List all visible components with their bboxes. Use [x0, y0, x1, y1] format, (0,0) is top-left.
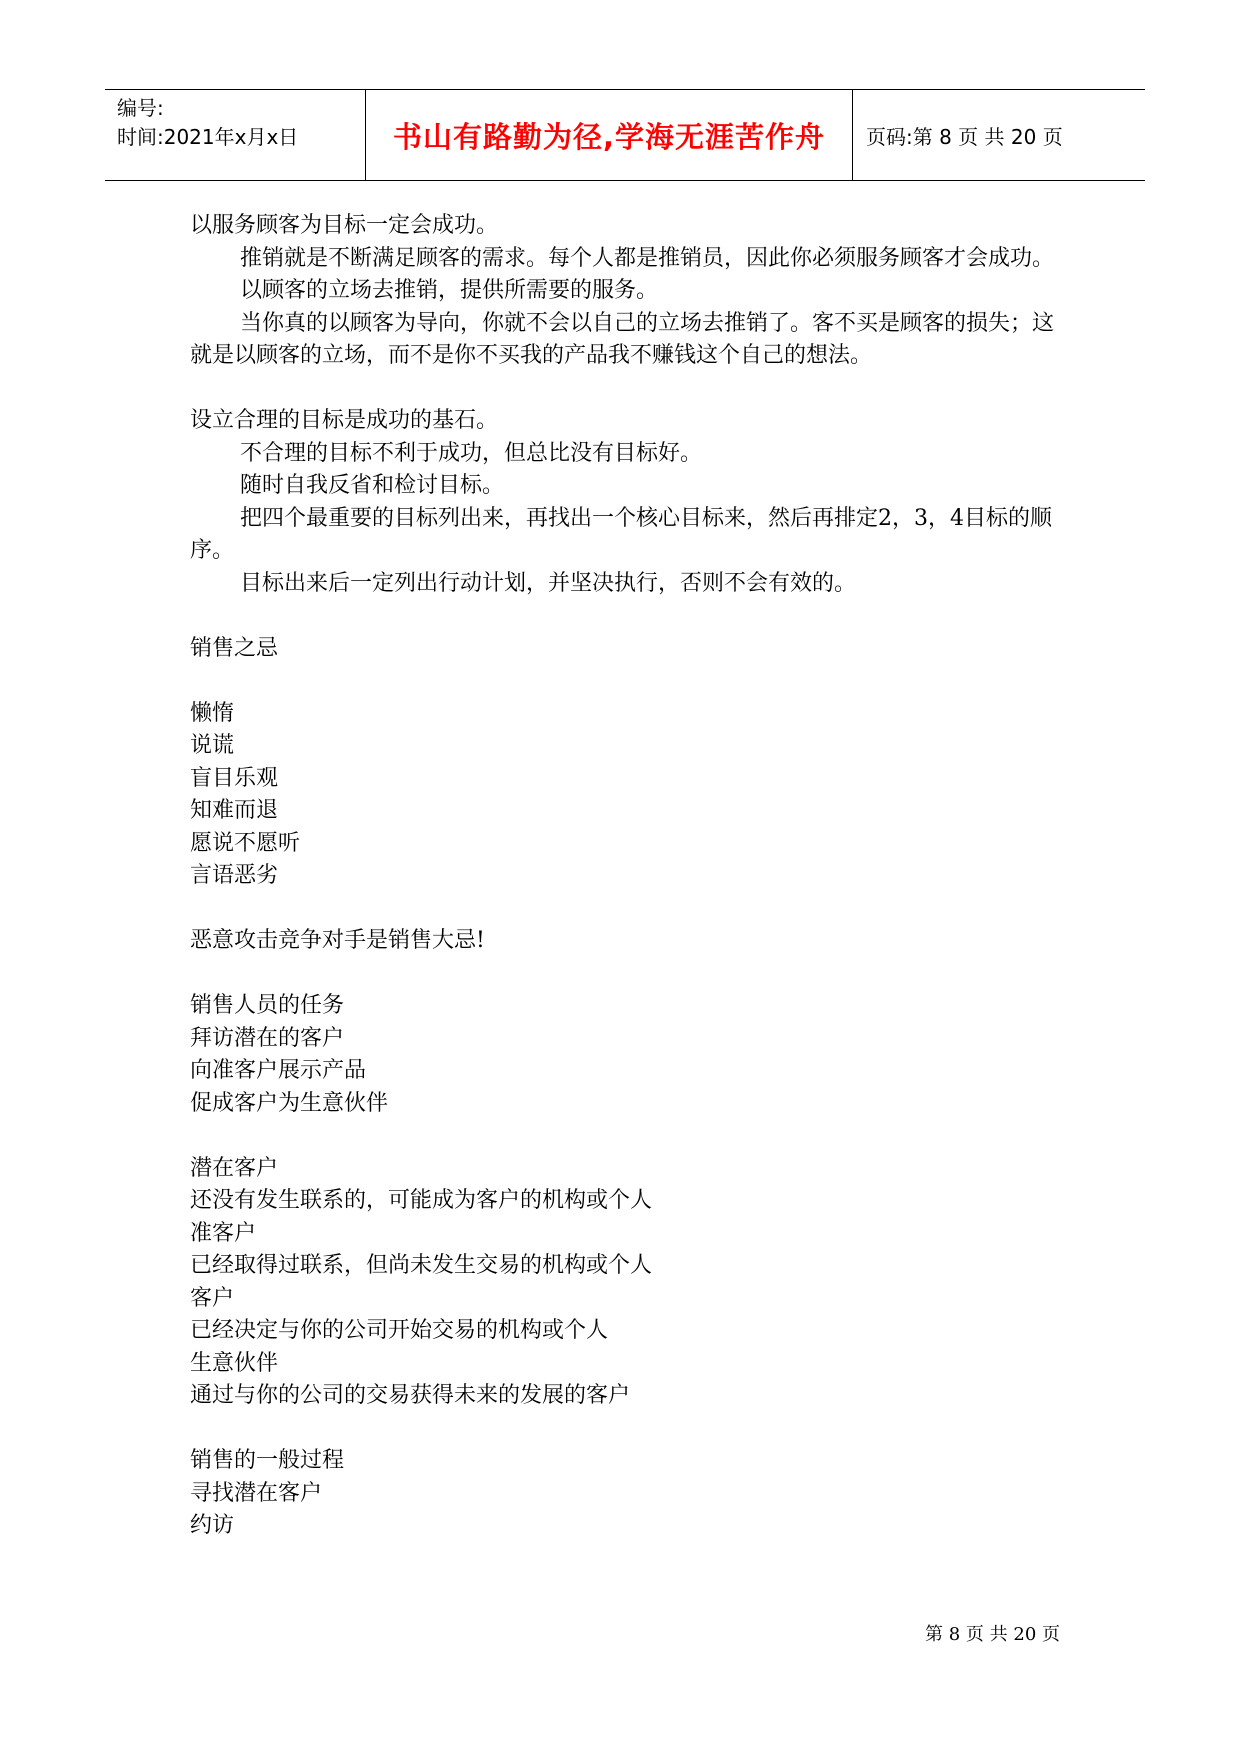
page-header [105, 89, 1145, 181]
section-heading: 销售的一般过程 [190, 1448, 345, 1473]
definition-text: 还没有发生联系的，可能成为客户的机构或个人 [190, 1188, 653, 1213]
paragraph: 以顾客的立场去推销，提供所需要的服务。 [240, 278, 659, 303]
paragraph: 目标出来后一定列出行动计划，并坚决执行，否则不会有效的。 [240, 570, 857, 596]
paragraph: 不合理的目标不利于成功，但总比没有目标好。 [240, 440, 703, 466]
header-meta [105, 90, 366, 180]
list-item: 说谎 [190, 733, 235, 758]
paragraph: 把四个最重要的目标列出来，再找出一个核心目标来，然后再排定2，3，4目标的顺序。 [190, 505, 1052, 563]
list-item: 促成客户为生意伙伴 [190, 1090, 389, 1116]
spacer [190, 1120, 1060, 1153]
paragraph: 随时自我反省和检讨目标。 [240, 473, 505, 498]
list-item: 愿说不愿听 [190, 830, 301, 856]
section-heading: 销售人员的任务 [190, 993, 345, 1018]
list-item: 约访 [190, 1513, 235, 1538]
list-item: 拜访潜在的客户 [190, 1025, 345, 1051]
definition-term: 客户 [190, 1285, 235, 1311]
spacer [190, 665, 1060, 698]
list-item: 言语恶劣 [190, 863, 279, 888]
spacer [190, 373, 1060, 406]
spacer [190, 893, 1060, 926]
header-motto: 书山有路勤为径,学海无涯苦作舟 [366, 90, 853, 180]
page-footer: 第 8 页 共 20 页 [925, 1624, 1060, 1645]
spacer [190, 1413, 1060, 1446]
time-label: 时间:2021年x月x日 [117, 125, 299, 149]
header-page-label: 页码:第 8 页 共 20 页 [866, 124, 1063, 149]
list-item: 知难而退 [190, 798, 279, 823]
document-body [190, 210, 1060, 1543]
spacer [190, 958, 1060, 991]
paragraph: 当你真的以顾客为导向，你就不会以自己的立场去推销了。客不买是顾客的损失；这就是以顾客的立场，而不是你不买我的产品我不赚钱这个自己的想法。 [190, 310, 1055, 368]
definition-term: 准客户 [190, 1220, 257, 1246]
spacer [190, 600, 1060, 633]
paragraph: 设立合理的目标是成功的基石。 [190, 408, 499, 433]
paragraph: 以服务顾客为目标一定会成功。 [190, 213, 499, 238]
paragraph: 推销就是不断满足顾客的需求。每个人都是推销员，因此你必须服务顾客才会成功。 [240, 245, 1055, 271]
number-label: 编号: [117, 96, 164, 120]
definition-text: 已经决定与你的公司开始交易的机构或个人 [190, 1318, 609, 1343]
definition-text: 通过与你的公司的交易获得未来的发展的客户 [190, 1383, 631, 1408]
definition-term: 生意伙伴 [190, 1350, 279, 1376]
list-item: 寻找潜在客户 [190, 1480, 323, 1506]
section-heading: 销售之忌 [190, 635, 279, 661]
definition-text: 已经取得过联系，但尚未发生交易的机构或个人 [190, 1253, 653, 1278]
list-item: 向准客户展示产品 [190, 1058, 367, 1083]
list-item: 盲目乐观 [190, 765, 279, 791]
paragraph: 恶意攻击竞争对手是销售大忌! [190, 928, 485, 953]
definition-term: 潜在客户 [190, 1155, 279, 1181]
list-item: 懒惰 [190, 700, 235, 726]
